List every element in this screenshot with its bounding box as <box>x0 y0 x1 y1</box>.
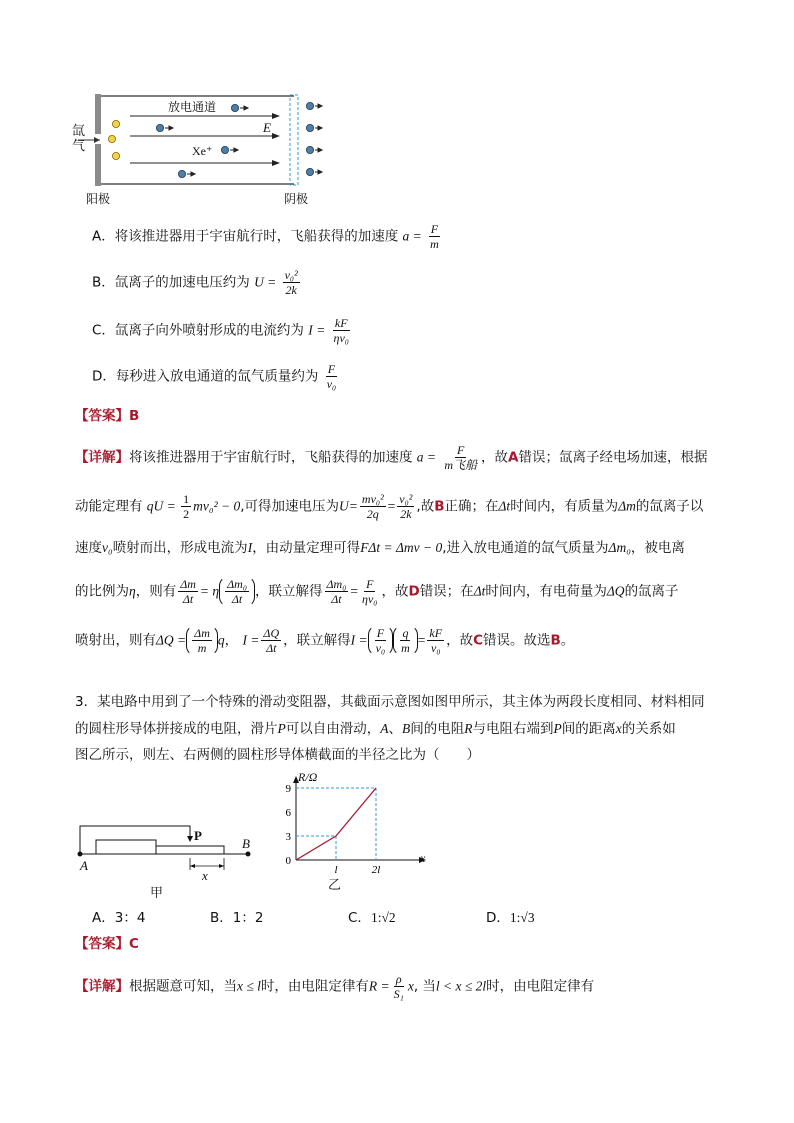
option-a-fraction: $\frac{F}{m}$ <box>430 222 439 251</box>
y-tick-label-6: 6 <box>285 807 291 819</box>
ion-label: Xe⁺ <box>192 144 213 158</box>
x-tick-label-2: 2l <box>371 864 381 876</box>
right-conductor <box>156 846 224 854</box>
chart-xlabel: x <box>420 851 426 865</box>
label-x: x <box>202 868 208 883</box>
thruster-diagram <box>70 88 330 210</box>
q2-detail-line-5: 喷射出，则有ΔQ = $\frac{\Delta m}{m}$ q， I = $\frac{\Delta Q}{\Delta t}$ ，联立解得I = $\frac{F}{\text{v₀}}$ $\frac{q}{m}$ = $\frac{kF}{\text{v₀}}$ ，故C错误。故选B。 <box>75 626 575 655</box>
q3-stem-line-1: 3．某电路中用到了一个特殊的滑动变阻器，其截面示意图如图甲所示，其主体为两段长度相同、材料相同 <box>75 694 705 710</box>
x-tick-label-1: l <box>334 864 338 876</box>
channel-label: 放电通道 <box>168 100 217 114</box>
exit-ticks <box>315 104 322 174</box>
anode-plate <box>95 94 101 134</box>
option-c: C．氙离子向外喷射形成的电流约为 I = $\frac{kF}{\text{ηv₀}}$ <box>92 316 349 345</box>
neutral-atoms <box>108 120 119 159</box>
y-tick-label-3: 3 <box>285 831 291 843</box>
ions-exiting <box>306 102 313 175</box>
q3-choice-a: A．3：4 <box>92 910 146 926</box>
slider-tip <box>187 836 193 842</box>
cathode-grid <box>290 95 298 185</box>
q3-choice-b: B．1：2 <box>210 910 264 926</box>
gas-label: 氙气 <box>72 124 86 154</box>
q3-stem-line-3: 图乙所示，则左、右两侧的圆柱形导体横截面的半径之比为（ ） <box>75 747 480 763</box>
option-c-fraction: $\frac{kF}{\text{ηv₀}}$ <box>333 316 349 345</box>
option-d-fraction: $\frac{F}{\text{v₀}}$ <box>326 362 337 391</box>
q3-detail: 【详解】根据题意可知，当x ≤ l时，由电阻定律有R = $\frac{\rho}{\text{S₁}}$ x, 当l < x ≤ 2l时，由电阻定律有 <box>75 972 595 1001</box>
q3-stem-line-2: 的圆柱形导体拼接成的电阻，滑片P可以自由滑动，A、B间的电阻R与电阻右端到P间的距离x的关系如 <box>75 721 676 737</box>
gas-arrowhead <box>94 137 100 143</box>
q3-choice-c: C．1:√2 <box>348 910 396 926</box>
series-segment-0 <box>296 836 336 860</box>
option-b: B．氙离子的加速电压约为 U = $\frac{\text{v₀²}}{2k}$ <box>92 268 298 297</box>
figure-yi-chart <box>276 768 436 894</box>
q3-choice-d: D．1:√3 <box>486 910 535 926</box>
chart-ylabel: R/Ω <box>298 770 318 784</box>
figure-yi <box>276 768 436 894</box>
q2-detail-line-1: 【详解】将该推进器用于宇宙航行时，飞船获得的加速度 a = $\frac{F}{\text{m飞船}}$ ，故A错误；氙离子经电场加速，根据 <box>75 443 708 472</box>
ions-in-channel <box>156 104 238 177</box>
label-b: B <box>242 836 250 851</box>
y-tick-label-0: 0 <box>285 855 291 867</box>
caption-jia: 甲 <box>150 886 164 901</box>
figure-jia <box>72 818 272 901</box>
field-label: E <box>263 120 271 135</box>
q2-answer: 【答案】B <box>75 408 140 424</box>
series-segment-1 <box>336 788 376 836</box>
slider-label-p: P <box>194 828 202 843</box>
anode-label: 阳极 <box>86 192 111 206</box>
q3-answer: 【答案】C <box>75 936 139 952</box>
option-b-fraction: $\frac{\text{v₀²}}{2k}$ <box>284 268 298 297</box>
anode-plate-lower <box>95 144 101 186</box>
q2-detail-line-4: 的比例为η，则有 $\frac{\Delta m}{\Delta t}$ = η $\frac{\text{Δm₀}}{\Delta t}$ ，联立解得 $\frac{\text{Δm₀}}{\Delta t}$ = $\frac{F}{\text{ηv₀}}$ ，故D错误；在Δt时间内，有电荷量为ΔQ的氙离子 <box>75 577 679 606</box>
y-tick-label-9: 9 <box>285 783 291 795</box>
option-d: D．每秒进入放电通道的氙气质量约为 $\frac{F}{\text{v₀}}$ <box>92 362 337 391</box>
left-conductor <box>96 840 156 854</box>
label-a: A <box>80 858 88 873</box>
terminal-b <box>246 852 251 857</box>
q2-detail-line-3: 速度v₀喷射而出，形成电流为I，由动量定理可得FΔt = Δmv − 0,进入放电通道的氙气质量为Δm₀，被电离 <box>75 540 685 556</box>
option-a: A．将该推进器用于宇宙航行时，飞船获得的加速度 a = $\frac{F}{m}$ <box>92 222 439 251</box>
cathode-label: 阴极 <box>284 192 309 206</box>
q2-detail-line-2: 动能定理有 qU = $\frac{1}{2}$ mv₀² − 0,可得加速电压为U= $\frac{\text{mv₀²}}{2q}$ = $\frac{\text{v₀²}}{2k}$ ,故B正确；在Δt时间内，有质量为Δm的氙离子以 <box>75 492 704 521</box>
figure-jia-svg <box>72 818 272 898</box>
caption-yi: 乙 <box>328 878 342 893</box>
